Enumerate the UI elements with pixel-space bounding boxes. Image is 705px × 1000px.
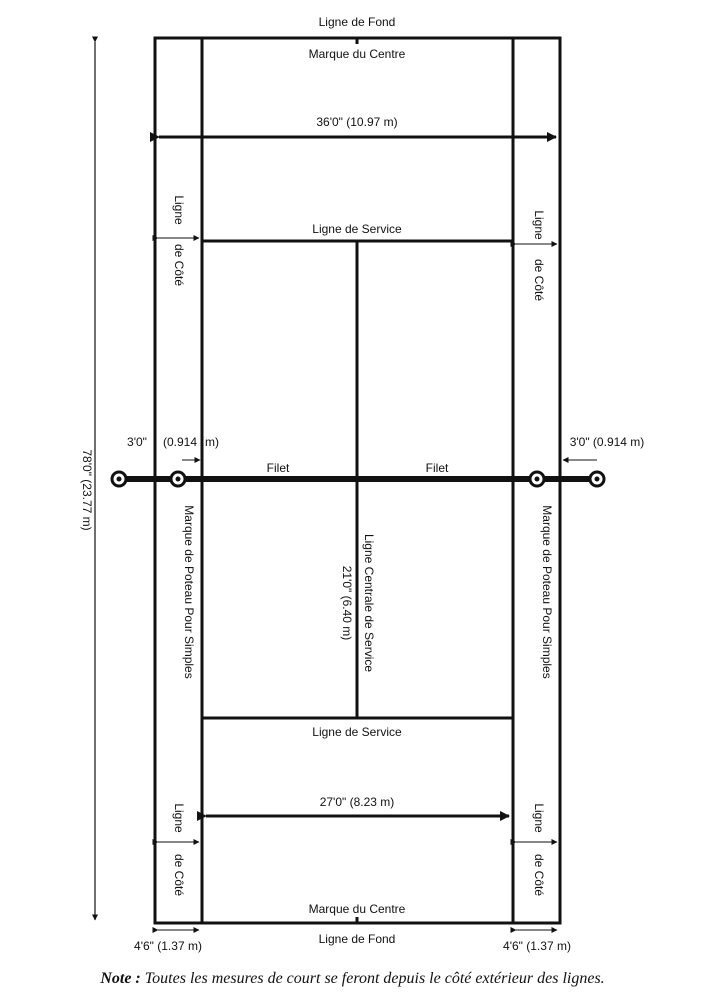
post-offset-right-label: 3'0" (0.914 m) <box>569 435 645 449</box>
alley-width-right-label: 4'6" (1.37 m) <box>503 939 571 953</box>
note-text: Toutes les mesures de court se feront depuis le côté extérieur des lignes. <box>140 970 605 987</box>
net-label-right: Filet <box>425 461 449 475</box>
side-line-right-lower-word1: Ligne <box>532 803 546 833</box>
singles-post-mark-left <box>171 472 185 486</box>
back-line-top-label: Ligne de Fond <box>318 15 396 29</box>
net-post-right <box>590 472 604 486</box>
net-post-left <box>112 472 126 486</box>
side-line-left-lower-word1: Ligne <box>172 803 186 833</box>
singles-post-mark-right <box>530 472 544 486</box>
side-line-right-upper-word2: de Côté <box>532 258 546 302</box>
net-label-left: Filet <box>266 461 290 475</box>
singles-post-mark-right-label: Marque de Poteau Pour Simples <box>540 505 554 679</box>
post-offset-left-part3: m) <box>205 435 219 449</box>
side-line-right-upper-word1: Ligne <box>532 210 546 240</box>
center-mark-bottom-label: Marque du Centre <box>308 902 406 916</box>
alley-width-left-label: 4'6" (1.37 m) <box>134 939 202 953</box>
measurement-note <box>0 970 705 988</box>
side-line-right-lower-word2: de Côté <box>532 853 546 897</box>
singles-post-mark-left-label: Marque de Poteau Pour Simples <box>182 505 196 679</box>
singles-width-label: 27'0" (8.23 m) <box>319 795 395 809</box>
side-line-left-lower-word2: de Côté <box>172 853 186 897</box>
post-offset-left-part1: 3'0" <box>127 435 147 449</box>
service-line-bottom-label: Ligne de Service <box>312 725 402 739</box>
doubles-width-label: 36'0" (10.97 m) <box>316 115 398 129</box>
back-line-bottom-label: Ligne de Fond <box>318 932 396 946</box>
side-line-left-upper-word2: de Côté <box>172 243 186 287</box>
side-line-left-upper-word1: Ligne <box>172 195 186 225</box>
center-mark-top-label: Marque du Centre <box>308 47 406 61</box>
half-length-label: 21'0" (6.40 m) <box>340 565 354 641</box>
service-line-top-label: Ligne de Service <box>312 222 402 236</box>
total-length-label: 78'0" (23.77 m) <box>80 449 94 531</box>
note-prefix: Note : <box>100 970 141 987</box>
center-service-line-label: Ligne Centrale de Service <box>362 533 376 673</box>
post-offset-left-part2: (0.914 <box>162 435 198 449</box>
